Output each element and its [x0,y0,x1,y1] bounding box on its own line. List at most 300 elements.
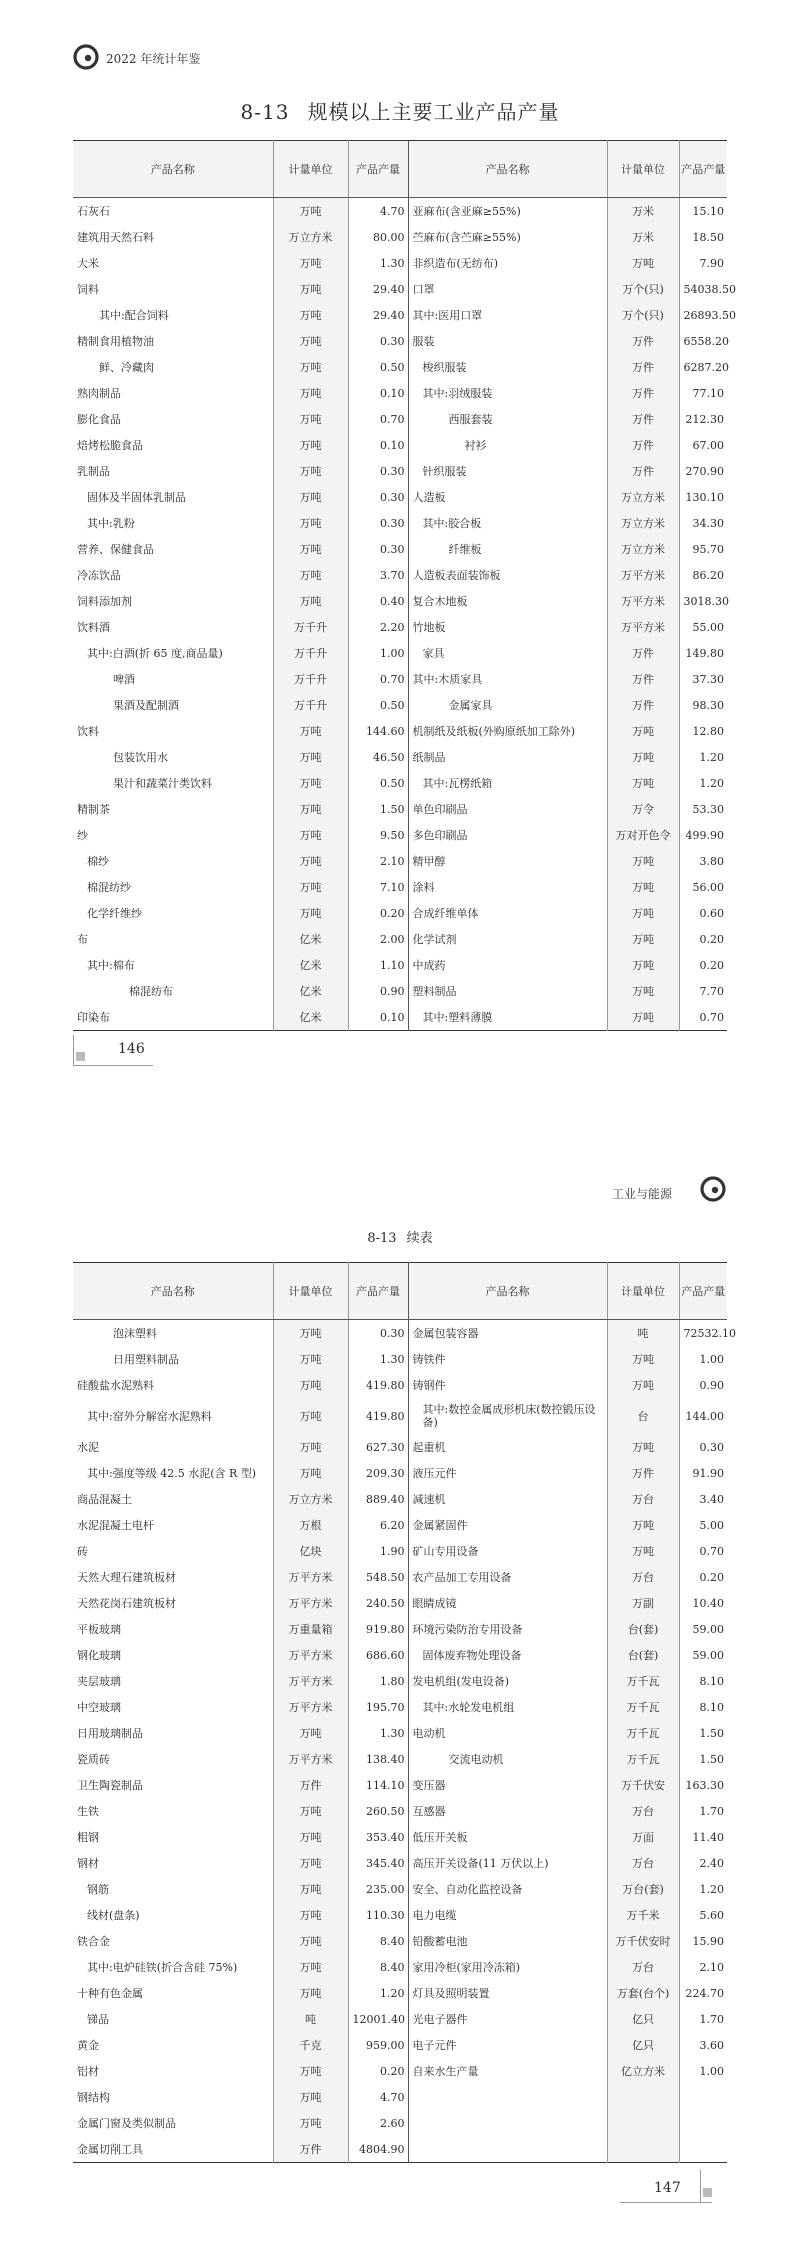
table-row [73,484,727,510]
product-name-cell [408,2110,607,2136]
unit-cell: 万吨 [607,978,679,1004]
unit-cell: 万吨 [273,770,348,796]
unit-cell: 台(套) [607,1642,679,1668]
product-name-cell: 互感器 [408,1798,607,1824]
unit-cell: 万立方米 [607,484,679,510]
product-name-cell: 水泥 [73,1434,273,1460]
table-row [73,1954,727,1980]
product-name-cell: 其中:羽绒服装 [408,380,607,406]
unit-cell: 万件 [273,1772,348,1798]
unit-cell: 台 [607,1398,679,1434]
output-value-cell: 4.70 [348,198,408,225]
output-value-cell: 144.00 [685,1409,724,1423]
product-name-cell: 西服套装 [408,406,607,432]
product-name-cell: 熟肉制品 [73,380,273,406]
unit-cell: 万吨 [273,1928,348,1954]
product-name-cell: 铁合金 [73,1928,273,1954]
unit-cell: 万台 [607,1486,679,1512]
product-name-cell: 其中:胶合板 [408,510,607,536]
output-value-cell: 0.30 [348,536,408,562]
table-row [73,1320,727,1347]
table-row [73,926,727,952]
output-value-cell: 0.10 [348,380,408,406]
output-value-cell: 0.40 [348,588,408,614]
product-name-cell: 电力电缆 [408,1902,607,1928]
unit-cell: 万吨 [607,874,679,900]
output-value-cell: 1.00 [348,640,408,666]
output-value-cell: 1.90 [348,1538,408,1564]
table-row [73,666,727,692]
output-value-cell: 163.30 [685,1778,724,1792]
running-title: 2022 年统计年鉴 [106,52,201,66]
unit-cell: 万千瓦 [607,1720,679,1746]
table-row [73,2058,727,2084]
unit-cell: 万副 [607,1590,679,1616]
output-value-cell: 8.10 [699,1700,724,1714]
product-name-cell: 其中:配合饲料 [73,302,273,328]
table-row [73,1460,727,1486]
product-name-cell: 砖 [73,1538,273,1564]
page-rule [620,2202,712,2203]
table-row [73,1398,727,1434]
unit-cell: 万平方米 [273,1668,348,1694]
product-name-cell: 安全、自动化监控设备 [408,1876,607,1902]
product-name-cell: 其中:木质家具 [408,666,607,692]
output-value-cell: 0.70 [699,1010,724,1024]
product-name-cell: 印染布 [73,1004,273,1031]
product-name-cell: 纤维板 [408,536,607,562]
product-name-cell: 其中:棉布 [73,952,273,978]
unit-cell: 万千升 [273,614,348,640]
product-name-cell: 其中:数控金属成形机床(数控锻压设备) [408,1398,607,1434]
output-value-cell: 29.40 [348,302,408,328]
output-value-cell: 0.30 [699,1440,724,1454]
output-value-cell: 95.70 [692,542,724,556]
unit-cell: 亿立方米 [607,2058,679,2084]
product-name-cell: 梭织服装 [408,354,607,380]
output-value-cell: 0.70 [348,406,408,432]
unit-cell: 万吨 [273,1460,348,1486]
product-name-cell: 家具 [408,640,607,666]
output-value-cell: 270.90 [685,464,724,478]
product-name-cell: 饲料添加剂 [73,588,273,614]
product-name-cell: 黄金 [73,2032,273,2058]
unit-cell: 万件 [607,328,679,354]
table-row [73,614,727,640]
output-value-cell: 1.70 [699,1804,724,1818]
unit-cell: 万台 [607,1564,679,1590]
product-name-cell: 固体废弃物处理设备 [408,1642,607,1668]
product-name-cell: 其中:塑料薄膜 [408,1004,607,1031]
unit-cell: 万件 [607,380,679,406]
product-name-cell: 商品混凝土 [73,1486,273,1512]
output-value-cell: 5.00 [699,1518,724,1532]
unit-cell: 万吨 [273,250,348,276]
output-value-cell: 138.40 [348,1746,408,1772]
page-number: 147 [654,2180,681,2196]
unit-cell: 万吨 [607,1004,679,1031]
table-row [73,1616,727,1642]
product-name-cell: 电子元件 [408,2032,607,2058]
output-value-cell: 6287.20 [683,360,729,374]
unit-cell: 万件 [607,640,679,666]
table-row [73,2110,727,2136]
unit-cell: 万台 [607,1798,679,1824]
product-name-cell: 其中:强度等级 42.5 水泥(含 R 型) [73,1460,273,1486]
output-value-cell: 80.00 [348,224,408,250]
product-name-cell: 天然花岗石建筑板材 [73,1590,273,1616]
header-output: 产品产量 [348,141,408,198]
unit-cell: 万件 [273,2136,348,2163]
header-output: 产品产量 [679,141,727,198]
unit-cell: 万吨 [273,458,348,484]
unit-cell: 万吨 [273,302,348,328]
product-name-cell: 卫生陶瓷制品 [73,1772,273,1798]
output-value-cell: 419.80 [348,1398,408,1434]
product-name-cell: 其中:窑外分解窑水泥熟料 [73,1398,273,1434]
output-value-cell: 3.60 [699,2038,724,2052]
header-product-name: 产品名称 [408,141,607,198]
table-row [73,1720,727,1746]
unit-cell: 亿块 [273,1538,348,1564]
product-name-cell: 锑品 [73,2006,273,2032]
unit-cell: 万吨 [273,2110,348,2136]
product-name-cell: 线材(盘条) [73,1902,273,1928]
product-name-cell: 多色印刷品 [408,822,607,848]
output-value-cell: 235.00 [348,1876,408,1902]
output-value-cell: 59.00 [692,1622,724,1636]
unit-cell: 万件 [607,666,679,692]
output-value-cell: 0.60 [699,906,724,920]
unit-cell: 万千升 [273,640,348,666]
product-name-cell: 光电子器件 [408,2006,607,2032]
output-value-cell: 3.40 [699,1492,724,1506]
table-row [73,1642,727,1668]
product-name-cell: 针织服装 [408,458,607,484]
product-name-cell: 天然大理石建筑板材 [73,1564,273,1590]
unit-cell: 万件 [607,432,679,458]
product-name-cell: 农产品加工专用设备 [408,1564,607,1590]
product-name-cell: 化学试剂 [408,926,607,952]
output-value-cell: 0.50 [348,692,408,718]
output-value-cell: 0.90 [699,1378,724,1392]
unit-cell: 万吨 [273,1372,348,1398]
unit-cell: 万千升 [273,666,348,692]
table-row [73,1668,727,1694]
output-value-cell: 0.20 [699,932,724,946]
output-value-cell: 2.10 [699,1960,724,1974]
product-name-cell: 泡沫塑料 [73,1320,273,1347]
output-value-cell: 114.10 [348,1772,408,1798]
product-name-cell: 中空玻璃 [73,1694,273,1720]
product-name-cell: 其中:白酒(折 65 度,商品量) [73,640,273,666]
table-row [73,848,727,874]
output-value-cell: 7.90 [699,256,724,270]
unit-cell: 万千瓦 [607,1668,679,1694]
unit-cell: 万吨 [273,1346,348,1372]
header-output: 产品产量 [679,1263,727,1320]
product-name-cell: 其中:瓦楞纸箱 [408,770,607,796]
output-value-cell: 0.20 [699,1570,724,1584]
product-name-cell: 乳制品 [73,458,273,484]
product-name-cell: 石灰石 [73,198,273,225]
unit-cell: 万千瓦 [607,1746,679,1772]
product-name-cell: 纱 [73,822,273,848]
product-name-cell: 其中:水轮发电机组 [408,1694,607,1720]
output-value-cell: 55.00 [692,620,724,634]
unit-cell: 万面 [607,1824,679,1850]
unit-cell: 万件 [607,354,679,380]
unit-cell: 万吨 [273,1902,348,1928]
unit-cell: 万吨 [607,848,679,874]
unit-cell: 万吨 [273,796,348,822]
table-row [73,458,727,484]
output-value-cell: 240.50 [348,1590,408,1616]
output-value-cell: 2.40 [699,1856,724,1870]
unit-cell: 万立方米 [607,536,679,562]
header-unit: 计量单位 [273,1263,348,1320]
product-name-cell: 精甲醇 [408,848,607,874]
product-name-cell: 铝材 [73,2058,273,2084]
table-row [73,1372,727,1398]
product-name-cell: 单色印刷品 [408,796,607,822]
page-corner-mark [703,2188,712,2197]
output-value-cell: 0.10 [348,1004,408,1031]
product-name-cell: 果汁和蔬菜汁类饮料 [73,770,273,796]
product-name-cell: 化学纤维纱 [73,900,273,926]
product-name-cell: 钢筋 [73,1876,273,1902]
header-product-name: 产品名称 [73,141,273,198]
unit-cell: 万平方米 [273,1694,348,1720]
product-name-cell: 生铁 [73,1798,273,1824]
output-value-cell: 144.60 [348,718,408,744]
output-value-cell: 1.20 [348,1980,408,2006]
unit-cell [607,2110,679,2136]
unit-cell: 万吨 [273,406,348,432]
unit-cell: 万平方米 [273,1564,348,1590]
product-name-cell: 精制食用植物油 [73,328,273,354]
unit-cell: 万吨 [273,276,348,302]
unit-cell: 万吨 [273,2058,348,2084]
unit-cell: 万吨 [273,822,348,848]
output-value-cell: 46.50 [348,744,408,770]
output-value-cell: 686.60 [348,1642,408,1668]
product-name-cell: 亚麻布(含亚麻≥55%) [408,198,607,225]
output-value-cell: 72532.10 [683,1326,736,1340]
unit-cell: 万吨 [607,952,679,978]
unit-cell: 万吨 [607,770,679,796]
output-value-cell: 260.50 [348,1798,408,1824]
unit-cell: 万吨 [273,562,348,588]
product-name-cell: 焙烤松脆食品 [73,432,273,458]
output-value-cell [679,2136,727,2163]
output-value-cell: 91.90 [692,1466,724,1480]
header-unit: 计量单位 [273,141,348,198]
product-name-cell: 精制茶 [73,796,273,822]
unit-cell: 万台 [607,1954,679,1980]
unit-cell: 万吨 [273,354,348,380]
header-product-name: 产品名称 [73,1263,273,1320]
product-name-cell: 包装饮用水 [73,744,273,770]
product-name-cell: 棉纱 [73,848,273,874]
output-value-cell: 37.30 [692,672,724,686]
product-name-cell: 环境污染防治专用设备 [408,1616,607,1642]
unit-cell: 亿只 [607,2006,679,2032]
product-name-cell: 人造板表面装饰板 [408,562,607,588]
unit-cell: 万立方米 [273,224,348,250]
unit-cell: 亿米 [273,952,348,978]
product-name-cell: 日用塑料制品 [73,1346,273,1372]
product-name-cell: 十种有色金属 [73,1980,273,2006]
output-value-cell: 15.90 [692,1934,724,1948]
output-value-cell: 212.30 [685,412,724,426]
output-value-cell: 98.30 [692,698,724,712]
product-name-cell: 瓷质砖 [73,1746,273,1772]
output-value-cell: 3.70 [348,562,408,588]
page-rule [700,2170,701,2202]
unit-cell: 万台(套) [607,1876,679,1902]
product-name-cell: 纸制品 [408,744,607,770]
output-value-cell: 29.40 [348,276,408,302]
output-value-cell: 4.70 [348,2084,408,2110]
running-title: 工业与能源 [612,1187,673,1201]
unit-cell: 万吨 [273,1720,348,1746]
table-title [0,96,800,125]
output-value-cell: 1.10 [348,952,408,978]
output-value-cell: 0.30 [348,328,408,354]
output-value-cell: 499.90 [685,828,724,842]
table-row [73,744,727,770]
product-name-cell: 饮料酒 [73,614,273,640]
unit-cell: 万平方米 [273,1746,348,1772]
table-header-row [73,141,727,198]
table-row [73,1850,727,1876]
product-name-cell: 金属切削工具 [73,2136,273,2163]
unit-cell: 万件 [607,406,679,432]
product-name-cell: 家用冷柜(家用冷冻箱) [408,1954,607,1980]
output-value-cell: 86.20 [692,568,724,582]
unit-cell: 万吨 [273,1980,348,2006]
output-value-cell: 1.50 [699,1752,724,1766]
output-value-cell: 67.00 [692,438,724,452]
table-row [73,1694,727,1720]
product-name-cell: 机制纸及纸板(外购原纸加工除外) [408,718,607,744]
unit-cell: 万千伏安时 [607,1928,679,1954]
output-value-cell: 224.70 [685,1986,724,2000]
unit-cell: 万件 [607,458,679,484]
table-row [73,2084,727,2110]
product-name-cell: 金属包装容器 [408,1320,607,1347]
output-value-cell: 2.60 [348,2110,408,2136]
unit-cell: 万千米 [607,1902,679,1928]
statistics-logo-icon [700,1176,726,1202]
unit-cell: 万吨 [607,1346,679,1372]
unit-cell: 万件 [607,692,679,718]
unit-cell: 万吨 [273,1824,348,1850]
output-value-cell: 130.10 [685,490,724,504]
product-name-cell: 金属家具 [408,692,607,718]
product-name-cell: 低压开关板 [408,1824,607,1850]
product-name-cell: 棉混纺布 [73,978,273,1004]
unit-cell: 台(套) [607,1616,679,1642]
unit-cell: 万吨 [273,432,348,458]
output-value-cell: 419.80 [348,1372,408,1398]
table-row [73,406,727,432]
output-value-cell: 54038.50 [683,282,736,296]
output-value-cell: 7.70 [699,984,724,998]
table-title [0,1227,800,1246]
unit-cell: 万吨 [273,328,348,354]
product-name-cell: 钢结构 [73,2084,273,2110]
unit-cell: 万吨 [273,900,348,926]
table-row [73,692,727,718]
product-name-cell: 眼睛成镜 [408,1590,607,1616]
unit-cell: 万吨 [273,484,348,510]
production-table [73,140,736,1031]
output-value-cell: 2.20 [348,614,408,640]
output-value-cell: 1.20 [699,750,724,764]
header-output: 产品产量 [348,1263,408,1320]
output-value-cell: 7.10 [348,874,408,900]
output-value-cell: 345.40 [348,1850,408,1876]
output-value-cell: 627.30 [348,1434,408,1460]
table-row [73,510,727,536]
product-name-cell: 灯具及照明装置 [408,1980,607,2006]
table-row [73,1798,727,1824]
output-value-cell: 548.50 [348,1564,408,1590]
table-row [73,1538,727,1564]
unit-cell: 万吨 [273,1398,348,1434]
output-value-cell: 353.40 [348,1824,408,1850]
unit-cell [607,2136,679,2163]
header-unit: 计量单位 [607,141,679,198]
table-row [73,1590,727,1616]
product-name-cell: 起重机 [408,1434,607,1460]
output-value-cell: 0.20 [348,900,408,926]
product-name-cell: 非织造布(无纺布) [408,250,607,276]
output-value-cell: 195.70 [348,1694,408,1720]
product-name-cell: 涂料 [408,874,607,900]
product-name-cell: 变压器 [408,1772,607,1798]
output-value-cell: 3.80 [699,854,724,868]
output-value-cell: 149.80 [685,646,724,660]
unit-cell: 亿米 [273,926,348,952]
output-value-cell: 2.10 [348,848,408,874]
unit-cell: 万吨 [273,198,348,225]
output-value-cell: 0.30 [348,510,408,536]
unit-cell: 万吨 [273,874,348,900]
table-row [73,276,727,302]
product-name-cell: 高压开关设备(11 万伏以上) [408,1850,607,1876]
unit-cell: 万吨 [607,900,679,926]
output-value-cell: 1.50 [699,1726,724,1740]
output-value-cell: 8.10 [699,1674,724,1688]
unit-cell: 万个(只) [607,302,679,328]
table-row [73,2136,727,2163]
output-value-cell: 59.00 [692,1648,724,1662]
unit-cell: 万米 [607,224,679,250]
unit-cell: 万吨 [607,1538,679,1564]
unit-cell: 万件 [607,1460,679,1486]
product-name-cell: 啤酒 [73,666,273,692]
unit-cell: 万立方米 [607,510,679,536]
table-row [73,302,727,328]
output-value-cell: 0.20 [348,2058,408,2084]
unit-cell: 万千伏安 [607,1772,679,1798]
table-row [73,1564,727,1590]
output-value-cell: 0.30 [348,458,408,484]
table-row [73,978,727,1004]
